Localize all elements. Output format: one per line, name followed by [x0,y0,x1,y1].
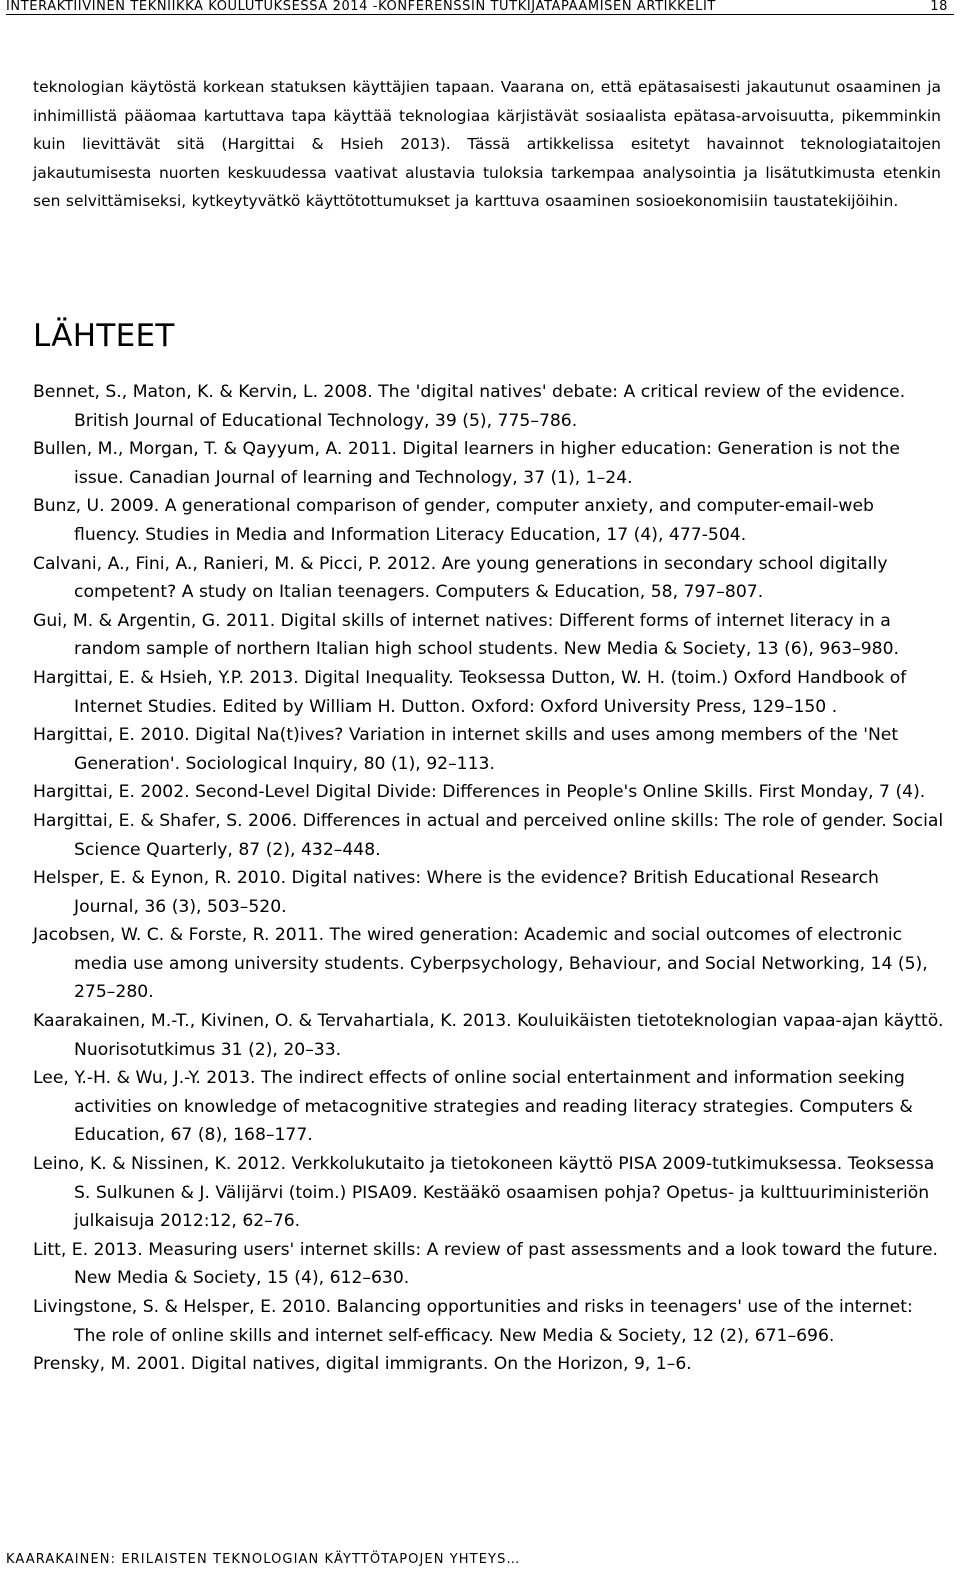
reference-item: Kaarakainen, M.-T., Kivinen, O. & Tervahartiala, K. 2013. Kouluikäisten tietoteknologian vapaa-ajan käyttö. Nuorisotutkimus 31 (2), 20–33. [33,1011,944,1060]
reference-item: Hargittai, E. 2002. Second-Level Digital Divide: Differences in People's Online Skills. First Monday, 7 (4). [33,782,926,803]
reference-item: Hargittai, E. & Shafer, S. 2006. Differences in actual and perceived online skills: The role of gender. Social Science Quarterly, 87 (2), 432–448. [33,810,944,860]
reference-list [33,378,945,1379]
reference-item: Calvani, A., Fini, A., Ranieri, M. & Picci, P. 2012. Are young generations in secondary school digitally competent? A study on Italian teenagers. Computers & Education, 58, 797–807. [33,553,888,603]
reference-item: Jacobsen, W. C. & Forste, R. 2011. The wired generation: Academic and social outcomes of electronic media use among university students. Cyberpsychology, Behaviour, and Social Networking, 14 (5), 275–280. [33,925,928,1003]
reference-item: Helsper, E. & Eynon, R. 2010. Digital natives: Where is the evidence? British Educational Research Journal, 36 (3), 503–520. [33,868,879,917]
page-number: 18 [930,0,948,14]
reference-item: Bennet, S., Maton, K. & Kervin, L. 2008. The 'digital natives' debate: A critical review of the evidence. British Journal of Educational Technology, 39 (5), 775–786. [33,382,906,431]
reference-item: Leino, K. & Nissinen, K. 2012. Verkkolukutaito ja tietokoneen käyttö PISA 2009-tutkimuksessa. Teoksessa S. Sulkunen & J. Välijärvi (toim.) PISA09. Kestääkö osaamisen pohja? Opetus- ja kulttuuriministeriön julkaisuja 2012:12, 62–76. [33,1154,935,1232]
running-footer: KAARAKAINEN: ERILAISTEN TEKNOLOGIAN KÄYTTÖTAPOJEN YHTEYS… [6,1552,521,1567]
reference-item: Bunz, U. 2009. A generational comparison of gender, computer anxiety, and computer-email-web fluency. Studies in Media and Information Literacy Education, 17 (4), 477-504. [33,496,874,545]
reference-item: Hargittai, E. 2010. Digital Na(t)ives? Variation in internet skills and uses among members of the 'Net Generation'. Sociological Inquiry, 80 (1), 92–113. [33,725,899,774]
running-header [6,0,954,16]
reference-item: Prensky, M. 2001. Digital natives, digital immigrants. On the Horizon, 9, 1–6. [33,1354,692,1375]
header-title: INTERAKTIIVINEN TEKNIIKKA KOULUTUKSESSA 2014 -KONFERENSSIN TUTKIJATAPAAMISEN ARTIKKELIT [6,0,716,14]
reference-item: Lee, Y.-H. & Wu, J.-Y. 2013. The indirect effects of online social entertainment and information seeking activities on knowledge of metacognitive strategies and reading literacy strategies. Computers & Education, 67 (8), 168–177. [33,1068,913,1146]
section-heading: LÄHTEET [33,318,175,354]
header-rule [6,14,954,15]
reference-item: Litt, E. 2013. Measuring users' internet skills: A review of past assessments and a look toward the future. New Media & Society, 15 (4), 612–630. [33,1239,939,1289]
body-paragraph: teknologian käytöstä korkean statuksen käyttäjien tapaan. Vaarana on, että epätasaisesti jakautunut osaaminen ja inhimillistä pääomaa kartuttava tapa käyttää teknologiaa kärjistävät sosiaalista epätasa-arvoisuutta, pikemminkin kuin lievittävät sitä (Hargittai & Hsieh 2013). Tässä artikkelissa esitetyt havainnot teknologiataitojen jakautumisesta nuorten keskuudessa vaativat alustavia tuloksia tarkempaa analysointia ja lisätutkimusta etenkin sen selvittämiseksi, kytkeytyvätkö käyttötottumukset ja karttuva osaaminen sosioekonomisiin taustatekijöihin. [33,78,941,211]
reference-item: Bullen, M., Morgan, T. & Qayyum, A. 2011. Digital learners in higher education: Generation is not the issue. Canadian Journal of learning and Technology, 37 (1), 1–24. [33,439,900,488]
reference-item: Hargittai, E. & Hsieh, Y.P. 2013. Digital Inequality. Teoksessa Dutton, W. H. (toim.) Oxford Handbook of Internet Studies. Edited by William H. Dutton. Oxford: Oxford University Press, 129–150 . [33,667,907,717]
reference-item: Gui, M. & Argentin, G. 2011. Digital skills of internet natives: Different forms of internet literacy in a random sample of northern Italian high school students. New Media & Society, 13 (6), 963–980. [33,610,900,660]
reference-item: Livingstone, S. & Helsper, E. 2010. Balancing opportunities and risks in teenagers' use of the internet: The role of online skills and internet self-efficacy. New Media & Society, 12 (2), 671–696. [33,1297,913,1346]
